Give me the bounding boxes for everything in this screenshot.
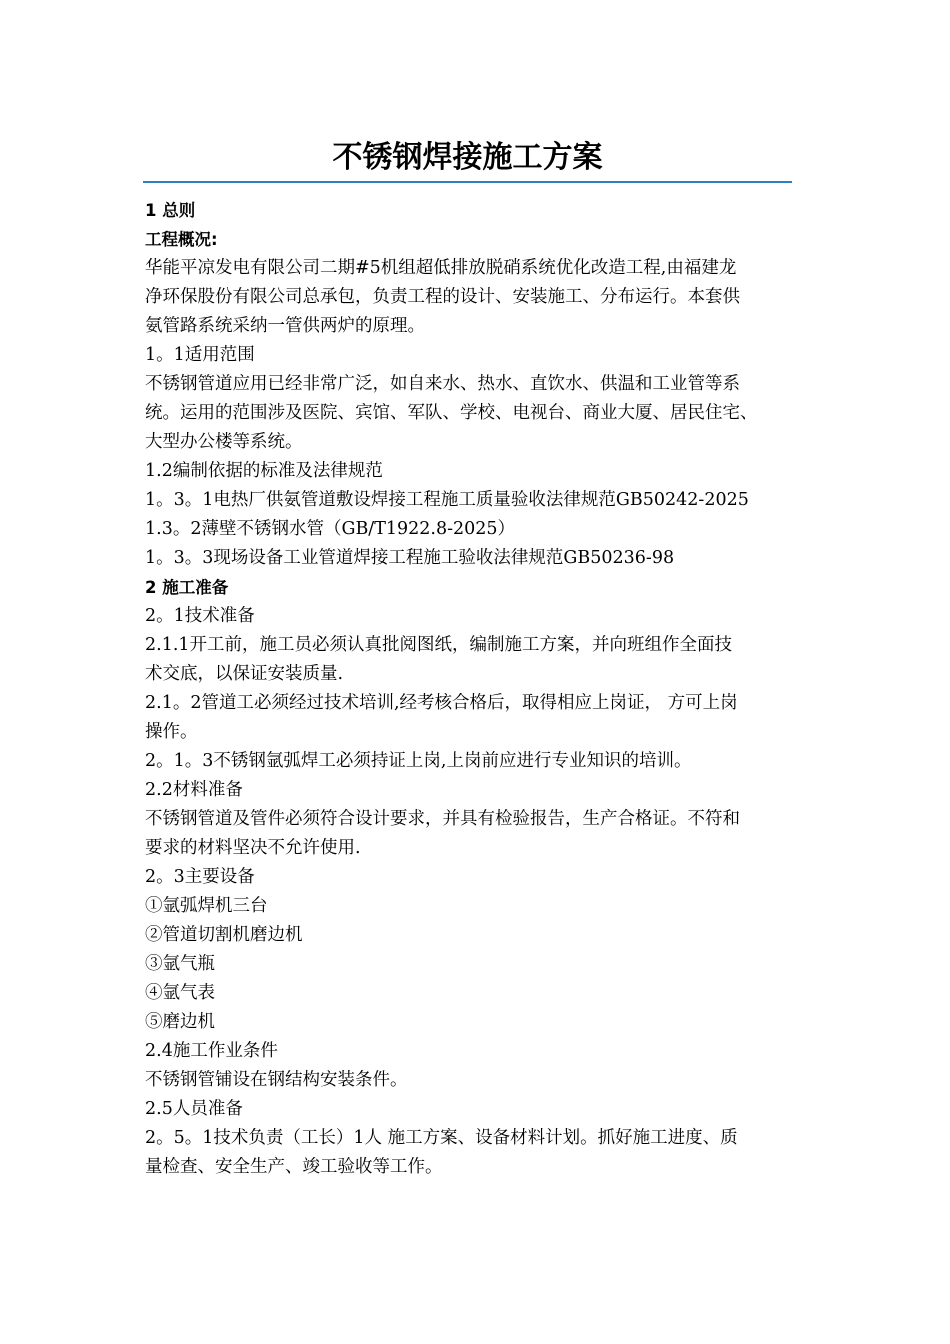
text-line-material-line-2: 要求的材料坚决不允许使用. bbox=[145, 838, 361, 858]
text-line-overview-line-3: 氨管路系统采纳一管供两炉的原理。 bbox=[145, 316, 425, 336]
text-line-scope-line-3: 大型办公楼等系统。 bbox=[145, 432, 303, 452]
text-line-overview-line-1: 华能平凉发电有限公司二期#5机组超低排放脱硝系统优化改造工程,由福建龙 bbox=[145, 258, 737, 278]
text-line-scope-line-2: 统。运用的范围涉及医院、宾馆、军队、学校、电视台、商业大厦、居民住宅、 bbox=[145, 403, 758, 423]
text-line-equipment-2: ②管道切割机磨边机 bbox=[145, 925, 303, 945]
text-line-tech-3: 2。1。3不锈钢氩弧焊工必须持证上岗,上岗前应进行专业知识的培训。 bbox=[145, 751, 692, 771]
text-line-conditions-line-1: 不锈钢管铺设在钢结构安装条件。 bbox=[145, 1070, 408, 1090]
text-line-section-1-1-heading: 1。1适用范围 bbox=[145, 345, 255, 365]
text-line-equipment-3: ③氩气瓶 bbox=[145, 954, 215, 974]
text-line-equipment-5: ⑤磨边机 bbox=[145, 1012, 215, 1032]
text-line-project-overview-heading: 工程概况: bbox=[145, 230, 218, 249]
document-body bbox=[145, 196, 805, 1182]
text-line-equipment-4: ④氩气表 bbox=[145, 983, 215, 1003]
text-line-tech-2-line-1: 2.1。2管道工必须经过技术培训,经考核合格后，取得相应上岗证， 方可上岗 bbox=[145, 693, 738, 713]
text-line-section-1-2-heading: 1.2编制依据的标准及法律规范 bbox=[145, 461, 383, 481]
text-line-section-2-2-heading: 2.2材料准备 bbox=[145, 780, 243, 800]
text-line-section-2-5-heading: 2.5人员准备 bbox=[145, 1099, 243, 1119]
text-line-standard-3: 1。3。3现场设备工业管道焊接工程施工验收法律规范GB50236-98 bbox=[145, 548, 675, 568]
text-line-standard-1: 1。3。1电热厂供氨管道敷设焊接工程施工质量验收法律规范GB50242-2025 bbox=[145, 490, 749, 510]
text-line-material-line-1: 不锈钢管道及管件必须符合设计要求，并具有检验报告，生产合格证。不符和 bbox=[145, 809, 740, 829]
text-line-equipment-1: ①氩弧焊机三台 bbox=[145, 896, 268, 916]
text-line-staff-line-2: 量检查、安全生产、竣工验收等工作。 bbox=[145, 1157, 443, 1177]
text-line-section-2-heading: 2 施工准备 bbox=[145, 578, 229, 597]
title-underline bbox=[143, 181, 792, 183]
text-line-section-2-4-heading: 2.4施工作业条件 bbox=[145, 1041, 278, 1061]
text-line-scope-line-1: 不锈钢管道应用已经非常广泛，如自来水、热水、直饮水、供温和工业管等系 bbox=[145, 374, 740, 394]
text-line-tech-1-line-2: 术交底，以保证安装质量. bbox=[145, 664, 344, 684]
text-line-section-2-3-heading: 2。3主要设备 bbox=[145, 867, 255, 887]
text-line-staff-line-1: 2。5。1技术负责（工长）1人 施工方案、设备材料计划。抓好施工进度、质 bbox=[145, 1128, 738, 1148]
text-line-overview-line-2: 净环保股份有限公司总承包，负责工程的设计、安装施工、分布运行。本套供 bbox=[145, 287, 740, 307]
text-line-tech-1-line-1: 2.1.1开工前，施工员必须认真批阅图纸，编制施工方案，并向班组作全面技 bbox=[145, 635, 733, 655]
text-line-standard-2: 1.3。2薄壁不锈钢水管（GB/T1922.8-2025） bbox=[145, 519, 516, 539]
document-title: 不锈钢焊接施工方案 bbox=[332, 140, 603, 175]
text-line-section-2-1-heading: 2。1技术准备 bbox=[145, 606, 255, 626]
text-line-section-1-heading: 1 总则 bbox=[145, 201, 196, 220]
text-line-tech-2-line-2: 操作。 bbox=[145, 722, 198, 742]
